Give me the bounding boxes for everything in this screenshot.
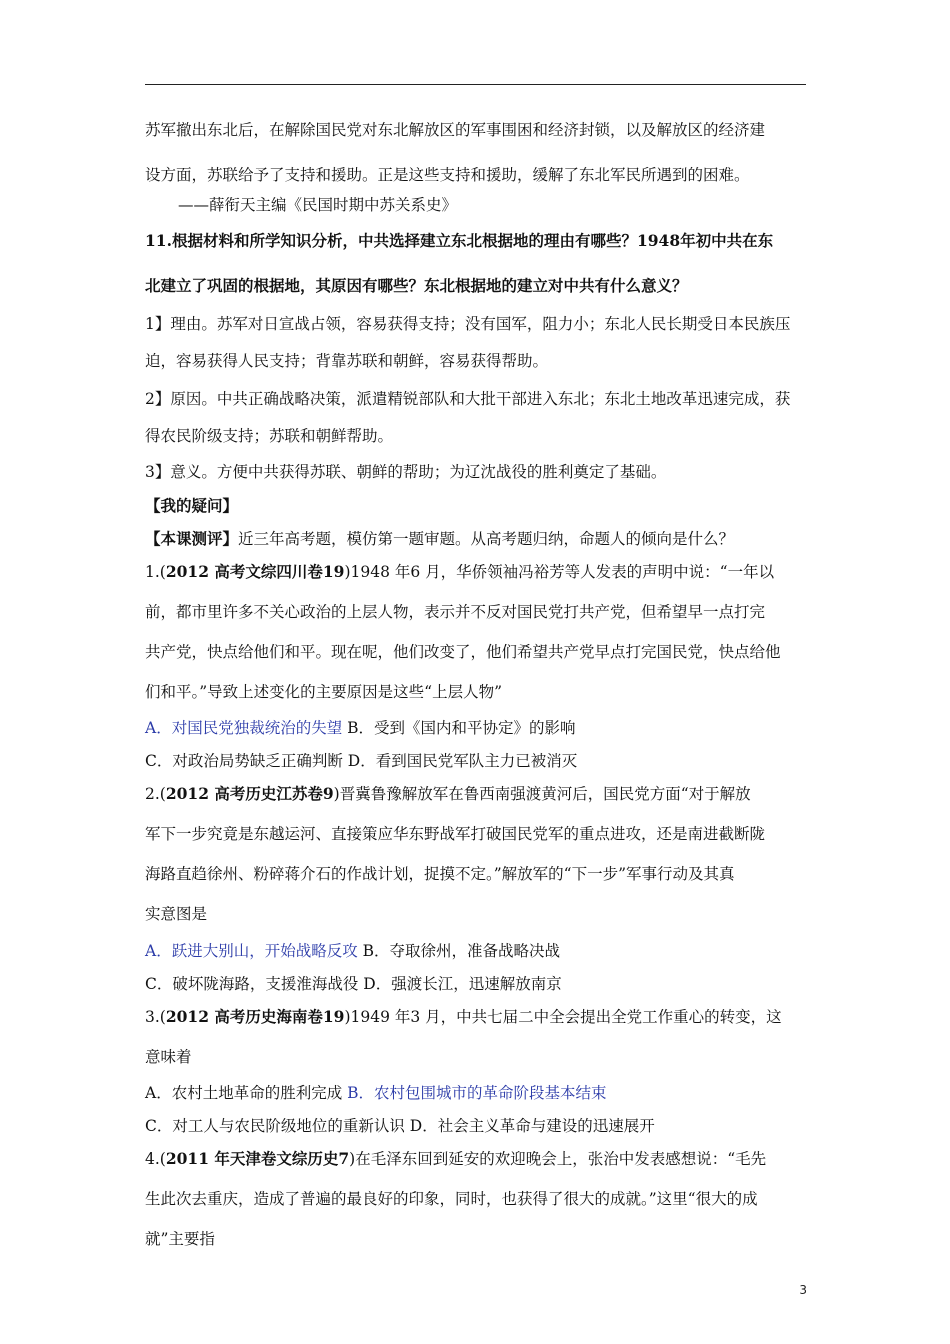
material-source: ——薛衔天主编《民国时期中苏关系史》 [178,196,458,214]
page-number: 3 [799,1283,807,1297]
mcq-3-line [145,1007,807,1027]
question-11-line: 北建立了巩固的根据地，其原因有哪些？东北根据地的建立对中共有什么意义？ [145,276,688,295]
mcq-2-line [145,784,807,804]
mcq-1-line: 前，都市里许多不关心政治的上层人物，表示并不反对国民党打共产党，但希望早一点打完 [145,603,766,621]
section-test-heading: 【本课测评】 [145,529,239,548]
mcq-1-options-ab [145,718,807,738]
material-text-line: 设方面，苏联给予了支持和援助。正是这些支持和援助，缓解了东北军民所遇到的困难。 [145,166,750,184]
mcq-2-line: 实意图是 [145,905,208,923]
mcq-4-line: 就”主要指 [145,1230,215,1248]
mcq-1-text: )1948 年6 月，华侨领袖冯裕芳等人发表的声明中说：“一年以 [344,563,775,581]
mcq-2-option-b: B．夺取徐州，准备战略决战 [357,942,561,960]
header-rule [145,84,806,85]
section-test-text: 近三年高考题，模仿第一题审题。从高考题归纳，命题人的倾向是什么？ [238,530,735,548]
mcq-4-line [145,1149,807,1169]
material-text-line: 苏军撤出东北后，在解除国民党对东北解放区的军事围困和经济封锁，以及解放区的经济建 [145,121,766,139]
mcq-3-text: )1949 年3 月，中共七届二中全会提出全党工作重心的转变，这 [344,1008,782,1026]
mcq-3-options-ab [145,1083,807,1103]
mcq-2-line: 海路直趋徐州、粉碎蒋介石的作战计划，捉摸不定。”解放军的“下一步”军事行动及其真 [145,865,735,883]
page-content [145,120,807,1249]
section-my-questions: 【我的疑问】 [145,496,239,515]
mcq-2-options-ab [145,941,807,961]
mcq-3-number: 3.( [145,1008,166,1026]
answer-3-line: 3】意义。方便中共获得苏联、朝鲜的帮助；为辽沈战役的胜利奠定了基础。 [145,463,667,481]
mcq-1-number: 1.( [145,563,166,581]
answer-2-line: 得农民阶级支持；苏联和朝鲜帮助。 [145,427,394,445]
mcq-4-source: 2011 年天津卷文综历史7 [165,1149,350,1168]
mcq-1-option-a: A．对国民党独裁统治的失望 [145,719,343,737]
mcq-2-source: 2012 高考历史江苏卷9 [165,784,334,803]
mcq-3-option-b: B．农村包围城市的革命阶段基本结束 [347,1084,607,1102]
answer-1-line: 迫，容易获得人民支持；背靠苏联和朝鲜，容易获得帮助。 [145,352,549,370]
mcq-4-line: 生此次去重庆，造成了普遍的最良好的印象，同时，也获得了很大的成就。”这里“很大的成 [145,1190,758,1208]
mcq-2-options-cd: C．破坏陇海路，支援淮海战役 D．强渡长江，迅速解放南京 [145,975,562,993]
mcq-2-text: )晋冀鲁豫解放军在鲁西南强渡黄河后，国民党方面“对于解放 [333,785,751,803]
question-11-line: 11.根据材料和所学知识分析，中共选择建立东北根据地的理由有哪些？1948年初中共在东 [145,231,774,250]
mcq-1-option-b: B．受到《国内和平协定》的影响 [342,719,576,737]
answer-1-line: 1】理由。苏军对日宣战占领，容易获得支持；没有国军，阻力小；东北人民长期受日本民族压 [145,315,791,333]
mcq-1-line: 们和平。”导致上述变化的主要原因是这些“上层人物” [145,683,503,701]
section-test-line [145,529,807,549]
mcq-2-option-a: A．跃进大别山，开始战略反攻 [145,942,358,960]
answer-2-line: 2】原因。中共正确战略决策，派遣精锐部队和大批干部进入东北；东北土地改革迅速完成，获 [145,390,791,408]
mcq-2-line: 军下一步究竟是东越运河、直接策应华东野战军打破国民党军的重点进攻，还是南进截断陇 [145,825,766,843]
mcq-4-text: )在毛泽东回到延安的欢迎晚会上，张治中发表感想说：“毛先 [349,1150,767,1168]
mcq-3-option-a: A．农村土地革命的胜利完成 [145,1084,348,1102]
mcq-3-source: 2012 高考历史海南卷19 [165,1007,345,1026]
mcq-1-options-cd: C．对政治局势缺乏正确判断 D．看到国民党军队主力已被消灭 [145,752,578,770]
mcq-3-line: 意味着 [145,1048,192,1066]
mcq-3-options-cd: C．对工人与农民阶级地位的重新认识 D．社会主义革命与建设的迅速展开 [145,1117,655,1135]
mcq-1-source: 2012 高考文综四川卷19 [165,562,345,581]
mcq-1-line: 共产党，快点给他们和平。现在呢，他们改变了，他们希望共产党早点打完国民党，快点给他 [145,643,781,661]
mcq-1-line [145,562,807,582]
mcq-4-number: 4.( [145,1150,166,1168]
mcq-2-number: 2.( [145,785,166,803]
